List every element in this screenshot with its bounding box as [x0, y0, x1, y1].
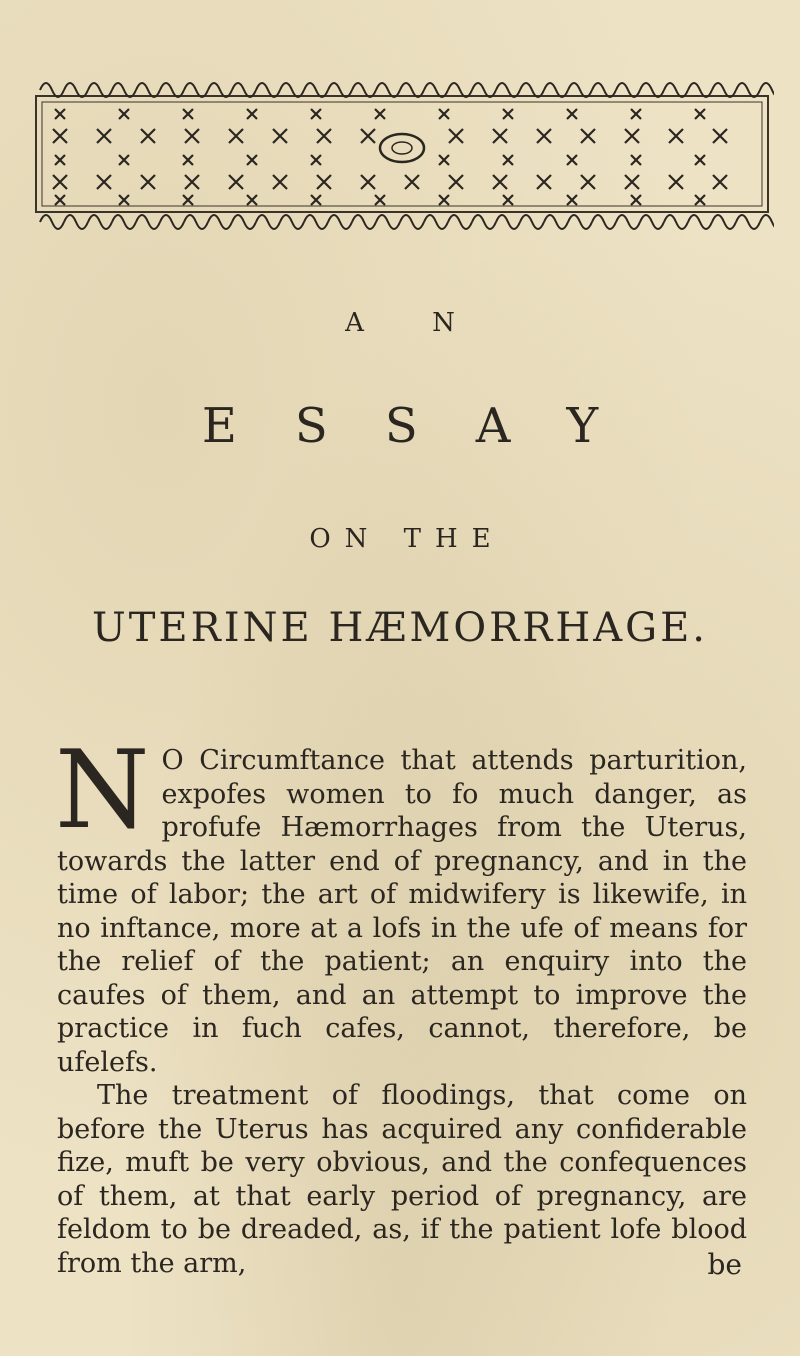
heading-on-the: ON THE [309, 524, 505, 554]
paragraph-2: The treatment of floodings, that come on before the Uterus has acquired any confiderable fize, muft be very obvious, and the confequences of them, at that early period of pregnancy, are feldom to be dreaded, as, if the patient lofe blood from the arm, [57, 1080, 747, 1279]
decorative-headpiece [30, 74, 774, 238]
body-text [55, 728, 747, 1280]
center-rosette-icon [380, 134, 424, 162]
paragraph-1: O Circumftance that attends parturition, expofes women to fo much danger, as profufe Hæmorrhages from the Uterus, towards the latter end of pregnancy, and in the time of labor; the art of midwifery is likewife, in no inftance, more at a lofs in the ufe of means for the relief of the patient; an enquiry into the caufes of them, and an attempt to improve the practice in fuch cafes, cannot, therefore, be ufelefs. [57, 745, 747, 1078]
catchword: be [707, 1248, 742, 1281]
page-title: UTERINE HÆMORRHAGE. [92, 605, 708, 651]
headpiece-ornament-icon [30, 74, 774, 238]
drop-cap: N [55, 728, 150, 853]
heading-an: A N [345, 308, 485, 338]
heading-essay: ESSAY [201, 398, 657, 454]
